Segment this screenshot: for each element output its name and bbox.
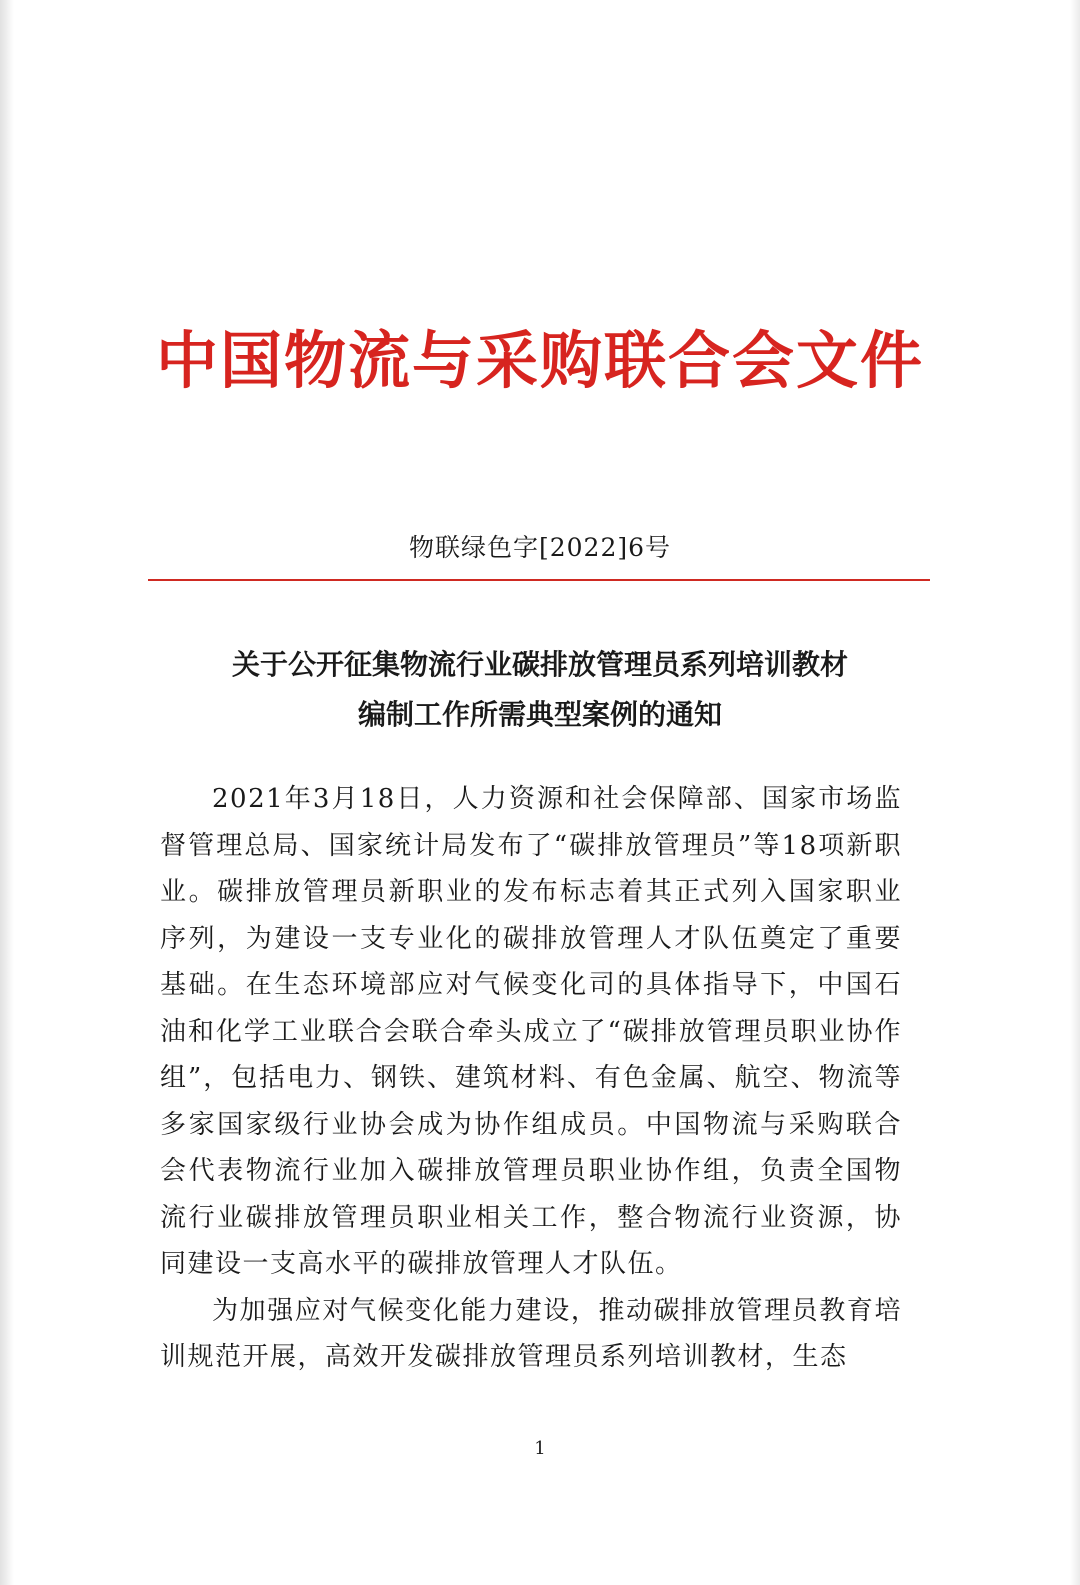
body-paragraph-2: 为加强应对气候变化能力建设，推动碳排放管理员教育培训规范开展，高效开发碳排放管理员系列培训教材，生态 [160,1295,902,1372]
notice-body [160,776,902,1381]
notice-title-line-2: 编制工作所需典型案例的通知 [357,698,722,731]
red-divider-rule [148,579,930,581]
document-number: 物联绿色字[2022]6号 [408,533,672,562]
notice-title-line-1: 关于公开征集物流行业碳排放管理员系列培训教材 [231,648,848,681]
body-paragraph-1: 2021年3月18日，人力资源和社会保障部、国家市场监督管理总局、国家统计局发布了“碳排放管理员”等18项新职业。碳排放管理员新职业的发布标志着其正式列入国家职业序列，为建设一支专业化的碳排放管理人才队伍奠定了重要基础。在生态环境部应对气候变化司的具体指导下，中国石油和化学工业联合会联合牵头成立了“碳排放管理员职业协作组”，包括电力、钢铁、建筑材料、有色金属、航空、物流等多家国家级行业协会成为协作组成员。中国物流与采购联合会代表物流行业加入碳排放管理员职业协作组，负责全国物流行业碳排放管理员职业相关工作，整合物流行业资源，协同建设一支高水平的碳排放管理人才队伍。 [160,784,902,1279]
notice-title [120,640,960,740]
page-number: 1 [534,1438,546,1459]
document-header-title: 中国物流与采购联合会文件 [155,324,924,397]
page-edge-shadow-left [0,0,14,1585]
page-edge-shadow-right [1070,0,1080,1585]
